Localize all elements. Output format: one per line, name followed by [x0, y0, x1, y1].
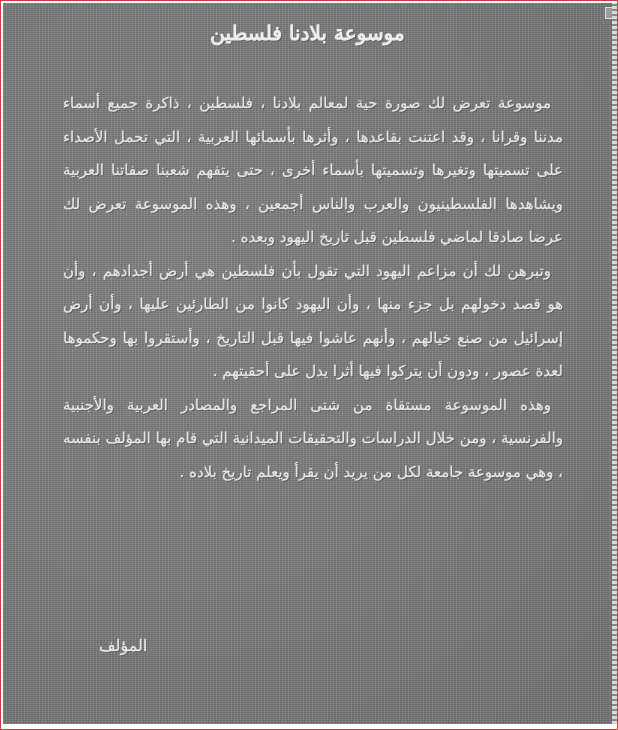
author-signature: المؤلف: [99, 636, 148, 655]
scanned-page: [3, 3, 612, 724]
body-text: [63, 87, 563, 489]
paragraph-1: موسوعة تعرض لك صورة حية لمعالم بلادنا ، فلسطين ، ذاكرة جميع أسماء مدننا وقرانا ، وقد اعتنت بقاعدها ، وأثرها بأسمائها العربية ، التي تحمل الأصداء على تسميتها وتغيرها وتسميتها بأسماء أخرى ، حتى يتفهم شعبنا صفاتنا العربية ويشاهدها الفلسطينيون والعرب والناس أجمعين ، وهذه الموسوعة تعرض لك عرضا صادقا لماضي فلسطين قبل ثاريخ اليهود وبعده .: [63, 94, 563, 246]
page-edge-strip: [612, 3, 617, 724]
paragraph-2: وتبرهن لك أن مزاعم اليهود التي تقول بأن فلسطين هي أرض أجدادهم ، وأن هو قصد دخولهم بل جزء منها ، وأن اليهود كانوا من الطارئين عليها ، وأن أرض إسرائيل من صنع خيالهم ، وأنهم عاشوا فيها قبل التاريخ ، وأستقروا بها وحكموها لعدة عصور ، ودون أن يتركوا فيها أثرا يدل على أحقيتهم .: [63, 261, 563, 380]
paragraph-3: وهذه الموسوعة مستقاة من شتى المراجع والمصادر العربية والأجنبية والفرنسية ، ومن خلال الدراسات والتحقيقات الميدانية التي قام بها المؤلف بنفسه ، وهي موسوعة جامعة لكل من يريد أن يقرأ ويعلم تاريخ بلاده .: [63, 395, 563, 481]
page-title: موسوعة بلادنا فلسطين: [210, 21, 405, 45]
